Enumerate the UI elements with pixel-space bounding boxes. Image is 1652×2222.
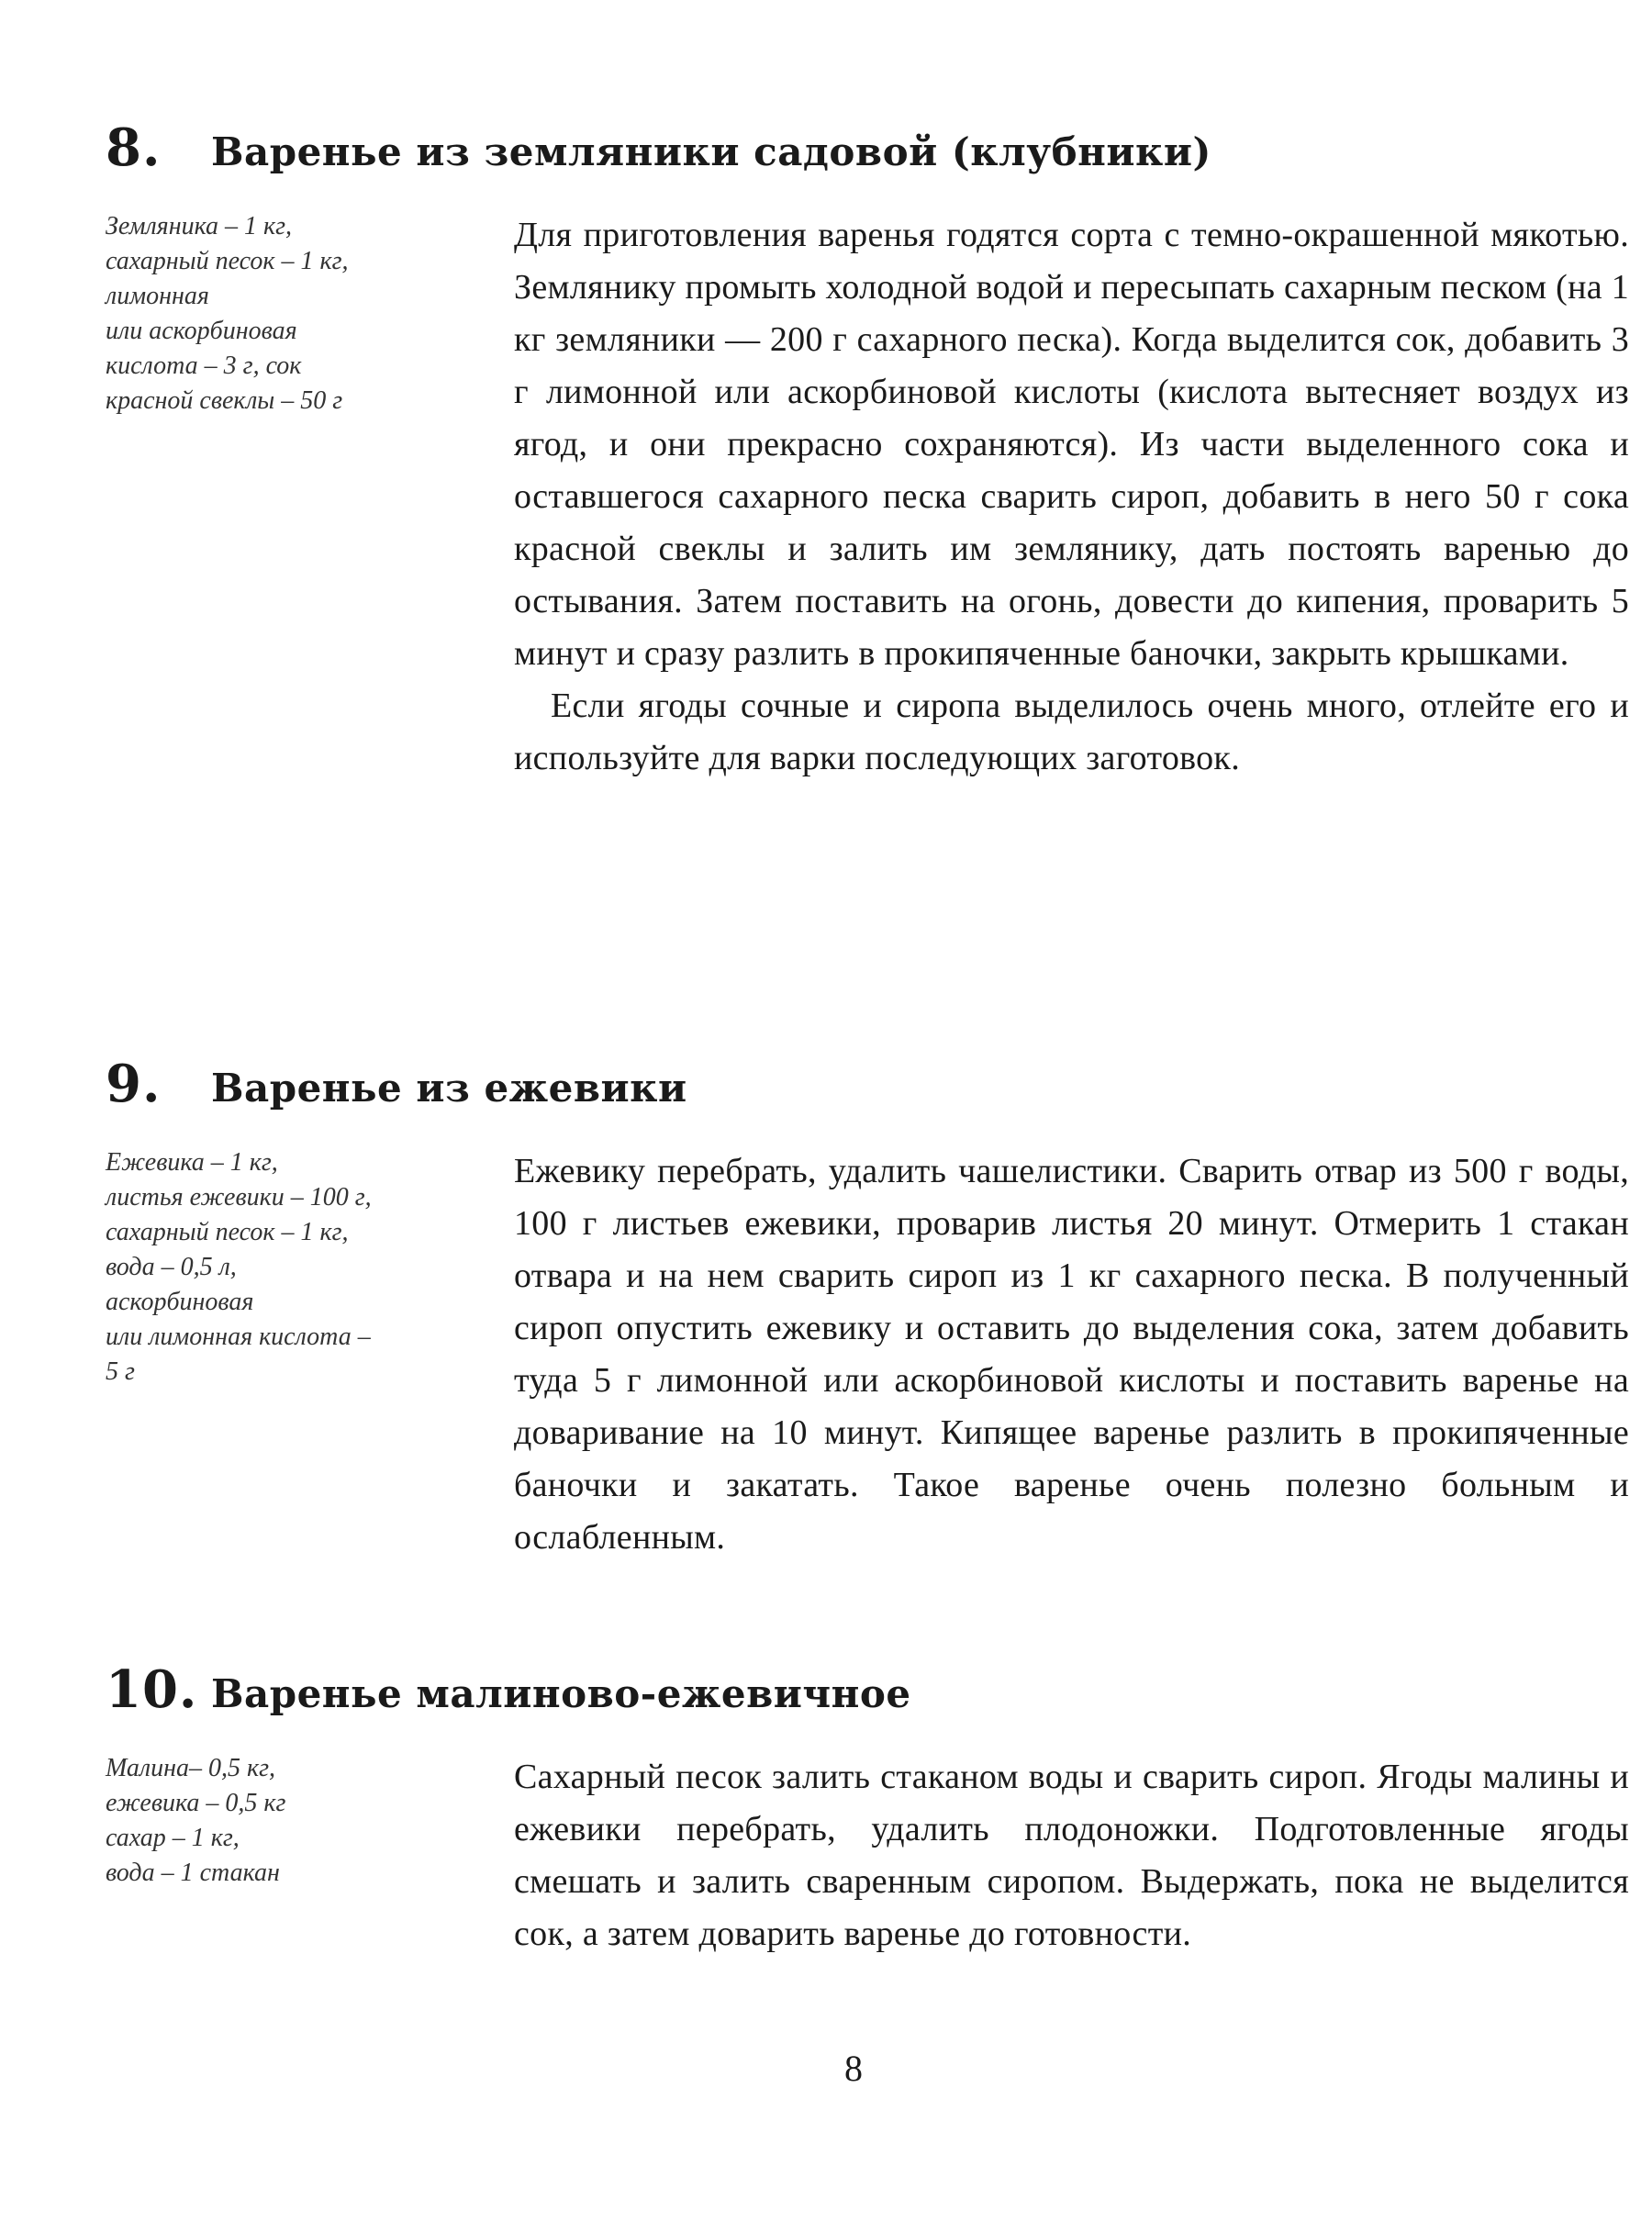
ingredient-line: сахарный песок – 1 кг,	[106, 247, 349, 275]
ingredient-line: или лимонная кислота –	[106, 1323, 371, 1351]
recipe-instructions	[514, 209, 1629, 785]
recipe-instructions	[514, 1751, 1629, 1960]
recipe-body	[106, 1751, 1629, 1960]
ingredient-line: Земляника – 1 кг,	[106, 212, 292, 240]
instruction-paragraph: Если ягоды сочные и сиропа выделилось очень много, отлейте его и используйте для варки последующих заготовок.	[514, 687, 1629, 777]
recipe-instructions	[514, 1145, 1629, 1564]
recipe-8	[106, 117, 1629, 785]
ingredient-line: или аскорбиновая	[106, 317, 297, 345]
recipe-9	[106, 1054, 1629, 1564]
ingredient-line: сахарный песок – 1 кг,	[106, 1218, 349, 1246]
ingredients-list	[106, 1145, 514, 1564]
recipe-body	[106, 1145, 1629, 1564]
ingredient-line: ежевика – 0,5 кг	[106, 1789, 286, 1817]
recipe-title: Варенье малиново-ежевичное	[211, 1671, 911, 1716]
instruction-paragraph: Для приготовления варенья годятся сорта с темно-окрашенной мякотью. Землянику промыть холодной водой и пересыпать сахарным песком (на 1 кг земляники — 200 г сахарного песка). Когда выделится сок, добавить 3 г лимонной или аскорбиновой кислоты (кислота вытесняет воздух из ягод, и они прекрасно сохраняются). Из части выделенного сока и оставшегося сахарного песка сварить сироп, добавить в него 50 г сока красной свеклы и залить им землянику, дать постоять варенью до остывания. Затем поставить на огонь, довести до кипения, проварить 5 минут и сразу разлить в прокипяченные баночки, закрыть крышками.	[514, 216, 1630, 673]
ingredient-line: вода – 1 стакан	[106, 1859, 280, 1887]
ingredient-line: кислота – 3 г, сок	[106, 352, 302, 380]
ingredient-line: аскорбиновая	[106, 1288, 254, 1316]
recipe-title: Варенье из земляники садовой (клубники)	[211, 129, 1211, 174]
ingredient-line: вода – 0,5 л,	[106, 1253, 237, 1281]
ingredient-line: листья ежевики – 100 г,	[106, 1183, 372, 1211]
ingredient-line: сахар – 1 кг,	[106, 1824, 240, 1852]
recipe-header	[106, 117, 1629, 200]
recipe-header	[106, 1659, 1629, 1742]
recipe-title: Варенье из ежевики	[211, 1066, 687, 1111]
recipe-header	[106, 1054, 1629, 1136]
recipe-number: 9.	[106, 1054, 162, 1114]
ingredients-list	[106, 209, 514, 785]
ingredient-line: Ежевика – 1 кг,	[106, 1148, 278, 1177]
ingredient-line: Малина– 0,5 кг,	[106, 1754, 276, 1782]
ingredient-line: 5 г	[106, 1357, 135, 1386]
recipe-number: 8.	[106, 117, 162, 178]
ingredient-line: красной свеклы – 50 г	[106, 386, 343, 415]
recipe-number: 10.	[106, 1659, 198, 1720]
instruction-paragraph: Ежевику перебрать, удалить чашелистики. Сварить отвар из 500 г воды, 100 г листьев ежевики, проварив листья 20 минут. Отмерить 1 стакан отвара и на нем сварить сироп из 1 кг сахарного песка. В полученный сироп опустить ежевику и оставить до выделения сока, затем добавить туда 5 г лимонной или аскорбиновой кислоты и поставить варенье на доваривание на 10 минут. Кипящее варенье разлить в прокипяченные баночки и закатать. Такое варенье очень полезно больным и ослабленным.	[514, 1152, 1629, 1557]
recipe-10	[106, 1659, 1629, 1960]
recipe-body	[106, 209, 1629, 785]
instruction-paragraph: Сахарный песок залить стаканом воды и сварить сироп. Ягоды малины и ежевики перебрать, удалить плодоножки. Подготовленные ягоды смешать и залить сваренным сиропом. Выдержать, пока не выделится сок, а затем доварить варенье до готовности.	[514, 1758, 1629, 1953]
ingredient-line: лимонная	[106, 282, 209, 310]
ingredients-list	[106, 1751, 514, 1960]
page-number: 8	[844, 2048, 863, 2089]
